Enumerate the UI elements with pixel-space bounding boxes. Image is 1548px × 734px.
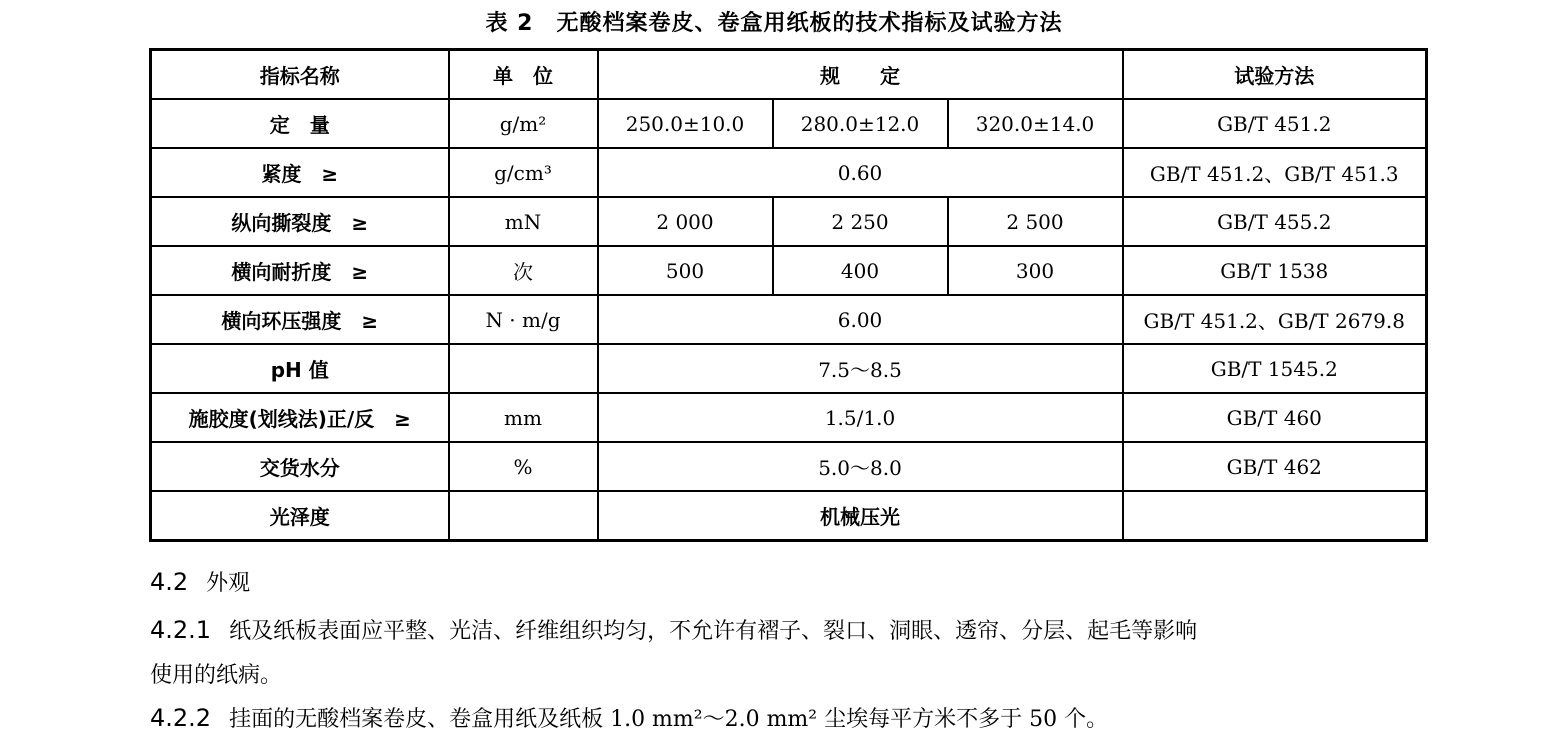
table-header-row	[151, 50, 1427, 100]
spec-value-cell: 机械压光	[598, 491, 1123, 541]
spec-value-cell: 400	[773, 246, 948, 295]
spec-value-cell: 6.00	[598, 295, 1123, 344]
indicator-name-cell: 纵向撕裂度 ≥	[151, 197, 449, 246]
method-cell: GB/T 451.2、GB/T 2679.8	[1123, 295, 1427, 344]
spec-table	[149, 48, 1428, 542]
method-cell: GB/T 460	[1123, 393, 1427, 442]
spec-value-cell: 7.5～8.5	[598, 344, 1123, 393]
spec-value-cell: 280.0±12.0	[773, 99, 948, 148]
method-cell: GB/T 462	[1123, 442, 1427, 491]
header-spec: 规 定	[598, 50, 1123, 100]
table-caption: 表 2 无酸档案卷皮、卷盒用纸板的技术指标及试验方法	[485, 11, 1063, 36]
table-row	[151, 246, 1427, 295]
indicator-name-cell: 横向耐折度 ≥	[151, 246, 449, 295]
indicator-name-cell: 定 量	[151, 99, 449, 148]
spec-value-cell: 5.0～8.0	[598, 442, 1123, 491]
unit-cell: mm	[449, 393, 598, 442]
unit-cell: g/m²	[449, 99, 598, 148]
indicator-name-cell: 横向环压强度 ≥	[151, 295, 449, 344]
clause-text: 挂面的无酸档案卷皮、卷盒用纸及纸板 1.0 mm²～2.0 mm² 尘埃每平方米不多于 50 个。	[229, 707, 1109, 732]
method-cell: GB/T 451.2	[1123, 99, 1427, 148]
table-row	[151, 295, 1427, 344]
clause-text: 纸及纸板表面应平整、光洁、纤维组织均匀，不允许有褶子、裂口、洞眼、透帘、分层、起毛等影响	[229, 619, 1198, 644]
unit-cell: mN	[449, 197, 598, 246]
clause-number: 4.2.2	[150, 704, 212, 732]
spec-value-cell: 500	[598, 246, 773, 295]
spec-value-cell: 2 250	[773, 197, 948, 246]
unit-cell	[449, 344, 598, 393]
indicator-name-cell: 施胶度(划线法)正/反 ≥	[151, 393, 449, 442]
table-row	[151, 491, 1427, 541]
spec-value-cell: 2 000	[598, 197, 773, 246]
method-cell: GB/T 455.2	[1123, 197, 1427, 246]
section-heading	[150, 566, 250, 597]
spec-value-cell: 2 500	[948, 197, 1123, 246]
table-row	[151, 148, 1427, 197]
table-row	[151, 442, 1427, 491]
spec-value-cell: 300	[948, 246, 1123, 295]
clause-4-2-1	[150, 614, 1197, 645]
method-cell	[1123, 491, 1427, 541]
header-unit: 单 位	[449, 50, 598, 100]
clause-4-2-2	[150, 702, 1108, 733]
unit-cell: 次	[449, 246, 598, 295]
unit-cell	[449, 491, 598, 541]
table-row	[151, 393, 1427, 442]
table-row	[151, 99, 1427, 148]
indicator-name-cell: 紧度 ≥	[151, 148, 449, 197]
unit-cell: N · m/g	[449, 295, 598, 344]
indicator-name-cell: 交货水分	[151, 442, 449, 491]
header-method: 试验方法	[1123, 50, 1427, 100]
indicator-name-cell: pH 值	[151, 344, 449, 393]
unit-cell: g/cm³	[449, 148, 598, 197]
table-row	[151, 344, 1427, 393]
spec-value-cell: 250.0±10.0	[598, 99, 773, 148]
section-title: 外观	[206, 571, 251, 596]
clause-number: 4.2.1	[150, 616, 212, 644]
spec-value-cell: 320.0±14.0	[948, 99, 1123, 148]
spec-value-cell: 1.5/1.0	[598, 393, 1123, 442]
method-cell: GB/T 451.2、GB/T 451.3	[1123, 148, 1427, 197]
header-indicator: 指标名称	[151, 50, 449, 100]
unit-cell: %	[449, 442, 598, 491]
method-cell: GB/T 1545.2	[1123, 344, 1427, 393]
clause-4-2-1-continuation: 使用的纸病。	[150, 663, 283, 688]
spec-value-cell: 0.60	[598, 148, 1123, 197]
section-number: 4.2	[150, 568, 189, 596]
method-cell: GB/T 1538	[1123, 246, 1427, 295]
indicator-name-cell: 光泽度	[151, 491, 449, 541]
table-row	[151, 197, 1427, 246]
